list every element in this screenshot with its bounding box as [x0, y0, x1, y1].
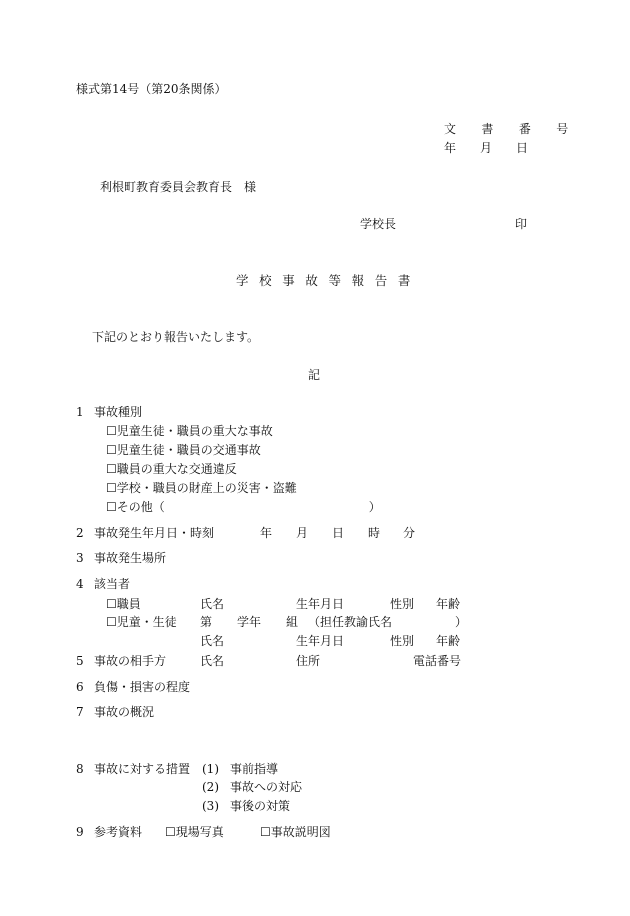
form-number: 様式第14号（第20条関係） [76, 82, 227, 96]
seal-label: 印 [515, 217, 528, 231]
accident-type-option-other: ☐その他（ ） [106, 500, 381, 514]
addressee: 利根町教育委員会教育長 様 [100, 180, 257, 194]
staff-name-label: 氏名 [200, 597, 225, 611]
student-class-label: 組 [286, 615, 299, 629]
staff-dob-label: 生年月日 [296, 597, 345, 611]
date-field-day: 日 [332, 526, 345, 540]
counterpart-phone-label: 電話番号 [413, 654, 462, 668]
accident-type-option: ☐児童生徒・職員の交通事故 [106, 443, 261, 457]
item-3-label: 事故発生場所 [94, 551, 167, 565]
date-field-year: 年 [260, 526, 273, 540]
date-field-hour: 時 [368, 526, 381, 540]
accident-type-option: ☐職員の重大な交通違反 [106, 462, 237, 476]
staff-sex-label: 性別 [390, 597, 415, 611]
measure-text: 事前指導 [230, 762, 279, 776]
date-field-month: 月 [296, 526, 309, 540]
item-6-number: 6 [76, 680, 84, 694]
document-title: 学校事故等報告書 [236, 273, 422, 288]
date-label: 年 月 日 [444, 141, 529, 155]
document-number-label: 文 書 番 号 [444, 122, 580, 136]
measure-number: (1) [202, 762, 219, 776]
measure-text: 事後の対策 [230, 799, 291, 813]
item-9-label: 参考資料 [94, 825, 143, 839]
homeroom-teacher-close: ） [455, 615, 468, 629]
principal-label: 学校長 [360, 217, 397, 231]
student-name-label: 氏名 [200, 634, 225, 648]
counterpart-address-label: 住所 [296, 654, 321, 668]
date-field-minute: 分 [403, 526, 416, 540]
measure-number: (3) [202, 799, 219, 813]
staff-checkbox-label: ☐職員 [106, 597, 141, 611]
item-2-number: 2 [76, 526, 84, 540]
item-5-label: 事故の相手方 [94, 654, 167, 668]
item-1-label: 事故種別 [94, 405, 143, 419]
item-4-number: 4 [76, 577, 84, 591]
student-checkbox-label: ☐児童・生徒 [106, 615, 177, 629]
reference-diagram-option: ☐事故説明図 [260, 825, 331, 839]
student-dai-label: 第 [200, 615, 213, 629]
item-1-number: 1 [76, 405, 84, 419]
student-age-label: 年齢 [436, 634, 461, 648]
accident-type-option: ☐児童生徒・職員の重大な事故 [106, 424, 273, 438]
item-7-number: 7 [76, 705, 84, 719]
item-8-number: 8 [76, 762, 84, 776]
item-2-label: 事故発生年月日・時刻 [94, 526, 215, 540]
student-dob-label: 生年月日 [296, 634, 345, 648]
reference-photo-option: ☐現場写真 [165, 825, 224, 839]
item-9-number: 9 [76, 825, 84, 839]
staff-age-label: 年齢 [436, 597, 461, 611]
accident-type-option: ☐学校・職員の財産上の災害・盗難 [106, 481, 297, 495]
item-6-label: 負傷・損害の程度 [94, 680, 191, 694]
item-4-label: 該当者 [94, 577, 131, 591]
measure-number: (2) [202, 780, 219, 794]
counterpart-name-label: 氏名 [200, 654, 225, 668]
item-8-label: 事故に対する措置 [94, 762, 191, 776]
student-sex-label: 性別 [390, 634, 415, 648]
intro-text: 下記のとおり報告いたします。 [92, 330, 260, 344]
item-3-number: 3 [76, 551, 84, 565]
item-5-number: 5 [76, 654, 84, 668]
ki-label: 記 [308, 368, 321, 382]
measure-text: 事故への対応 [230, 780, 303, 794]
student-grade-label: 学年 [237, 615, 262, 629]
homeroom-teacher-label: （担任教諭氏名 [308, 615, 393, 629]
item-7-label: 事故の概況 [94, 705, 155, 719]
